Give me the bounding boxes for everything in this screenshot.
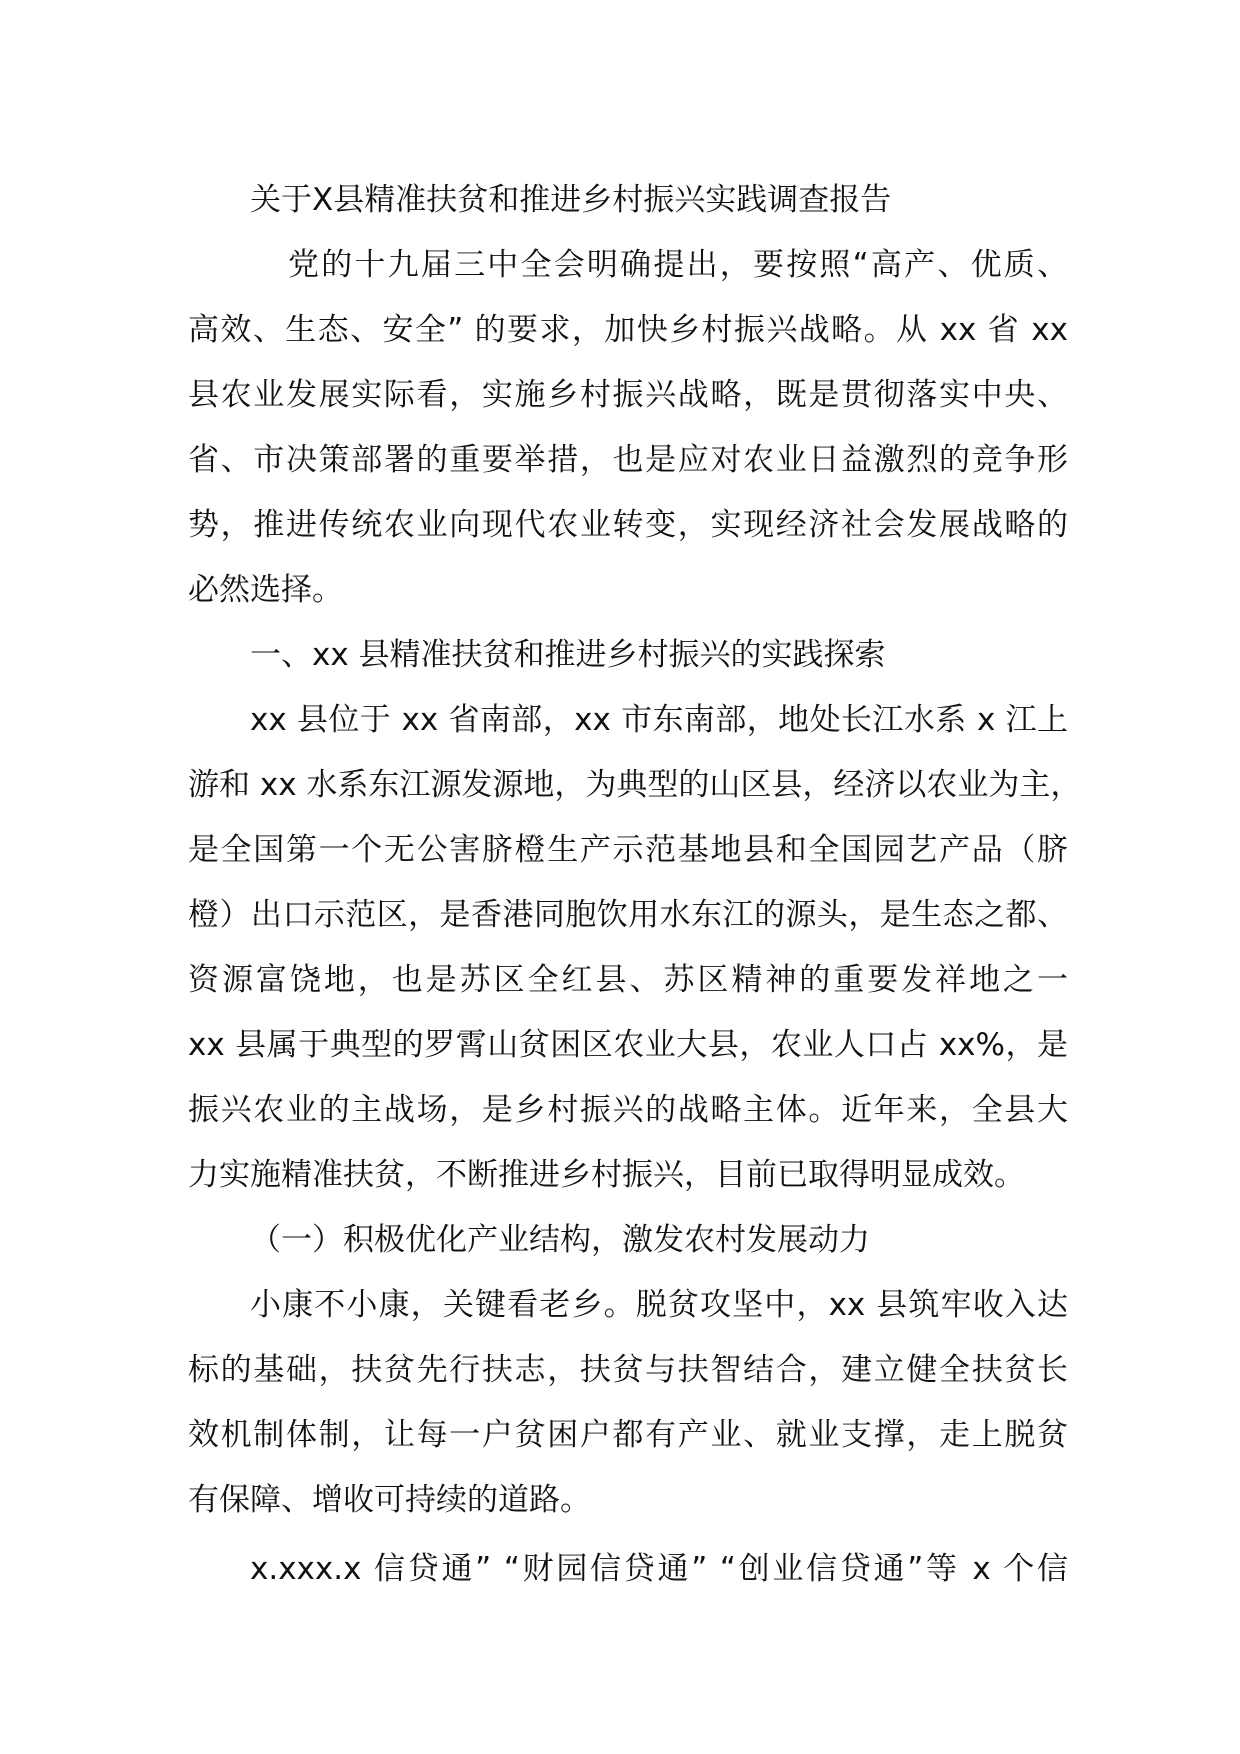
heading-line: 一、xx 县精准扶贫和推进乡村振兴的实践探索 — [250, 637, 886, 673]
text-line: 游和 xx 水系东江源发源地，为典型的山区县，经济以农业为主， — [188, 767, 1082, 803]
heading-line: （一）积极优化产业结构，激发农村发展动力 — [250, 1222, 870, 1258]
document-body — [188, 168, 1082, 1602]
paragraph-poverty-alleviation — [188, 1273, 1068, 1533]
text-line: 党的十九届三中全会明确提出，要按照“高产、优质、 — [288, 247, 1068, 283]
text-line: xx 县位于 xx 省南部，xx 市东南部，地处长江水系 x 江上 — [250, 702, 1068, 738]
text-line: 小康不小康，关键看老乡。脱贫攻坚中，xx 县筑牢收入达 — [250, 1287, 1068, 1323]
text-line: 效机制体制，让每一户贫困户都有产业、就业支撑，走上脱贫 — [188, 1417, 1068, 1453]
text-line: 振兴农业的主战场，是乡村振兴的战略主体。近年来，全县大 — [188, 1092, 1068, 1128]
text-line: 高效、生态、安全” 的要求，加快乡村振兴战略。从 xx 省 xx — [188, 312, 1068, 348]
text-line: 资源富饶地，也是苏区全红县、苏区精神的重要发祥地之一 — [188, 962, 1068, 998]
section-subheading-1 — [188, 1208, 1068, 1273]
text-line: 必然选择。 — [188, 572, 343, 608]
text-line: 橙）出口示范区，是香港同胞饮用水东江的源头，是生态之都、 — [188, 897, 1068, 933]
text-line: x.xxx.x 信贷通” “财园信贷通” “创业信贷通”等 x 个信 — [250, 1551, 1068, 1587]
text-line: 县农业发展实际看，实施乡村振兴战略，既是贯彻落实中央、 — [188, 377, 1068, 413]
text-line: xx 县属于典型的罗霄山贫困区农业大县，农业人口占 xx%，是 — [188, 1027, 1068, 1063]
document-title: 关于X县精准扶贫和推进乡村振兴实践调查报告 — [250, 182, 892, 218]
paragraph-credit-programs — [188, 1537, 1068, 1602]
section-heading-1 — [188, 623, 1068, 688]
text-line: 标的基础，扶贫先行扶志，扶贫与扶智结合，建立健全扶贫长 — [188, 1352, 1068, 1388]
text-line: 省、市决策部署的重要举措，也是应对农业日益激烈的竞争形 — [188, 442, 1068, 478]
text-line: 是全国第一个无公害脐橙生产示范基地县和全国园艺产品（脐 — [188, 832, 1068, 868]
text-line: 力实施精准扶贫，不断推进乡村振兴，目前已取得明显成效。 — [188, 1157, 1025, 1193]
paragraph-county-overview — [188, 688, 1082, 1208]
text-line: 有保障、增收可持续的道路。 — [188, 1482, 591, 1518]
text-line: 势，推进传统农业向现代农业转变，实现经济社会发展战略的 — [188, 507, 1068, 543]
paragraph-intro — [188, 233, 1068, 623]
